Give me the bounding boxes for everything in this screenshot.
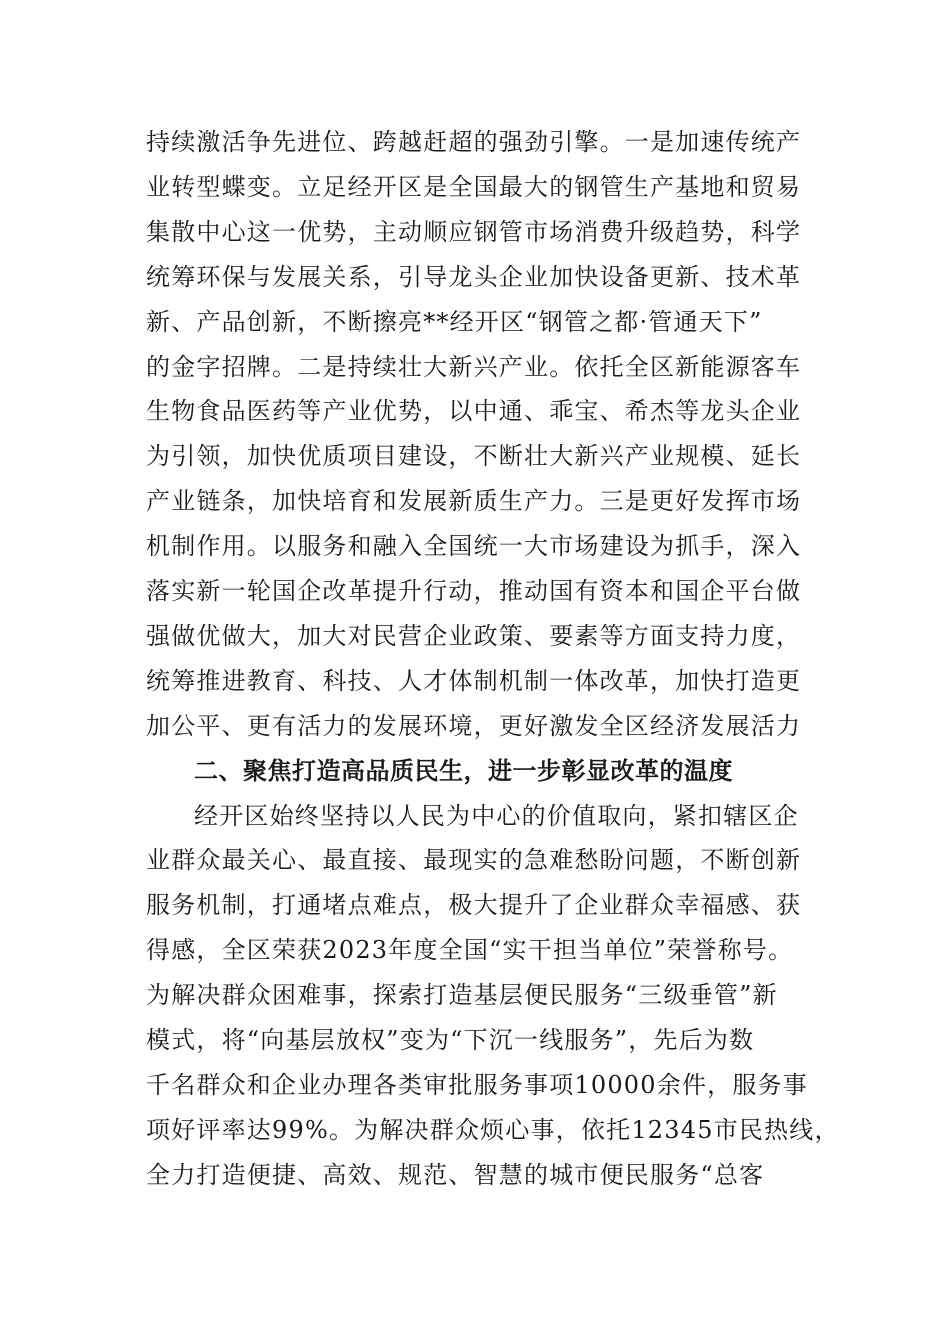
paragraph-line: 新、产品创新，不断擦亮**经开区“钢管之都·管通天下”: [146, 307, 763, 336]
paragraph-line: 项好评率达99%。为解决群众烦心事，依托12345市民热线，: [146, 1115, 840, 1144]
paragraph-line: 得感，全区荣获2023年度全国“实干担当单位”荣誉称号。: [146, 936, 794, 965]
paragraph-line: 经开区始终坚持以人民为中心的价值取向，紧扣辖区企: [194, 801, 799, 830]
paragraph-line: 机制作用。以服务和融入全国统一大市场建设为抓手，深入: [146, 532, 802, 561]
paragraph-line: 千名群众和企业办理各类审批服务事项10000余件，服务事: [146, 1070, 808, 1099]
section-heading: 二、聚焦打造高品质民生，进一步彰显改革的温度: [194, 756, 733, 785]
paragraph-line: 统筹环保与发展关系，引导龙头企业加快设备更新、技术革: [146, 262, 802, 291]
paragraph-line: 加公平、更有活力的发展环境，更好激发全区经济发展活力: [146, 711, 802, 740]
paragraph-line: 统筹推进教育、科技、人才体制机制一体改革，加快打造更: [146, 666, 802, 695]
document-body: [146, 120, 840, 1200]
paragraph-line: 模式，将“向基层放权”变为“下沉一线服务”，先后为数: [146, 1026, 755, 1054]
paragraph-line: 的金字招牌。二是持续壮大新兴产业。依托全区新能源客车: [146, 352, 802, 381]
paragraph-line: 为解决群众困难事，探索打造基层便民服务“三级垂管”新: [146, 981, 778, 1010]
paragraph-line: 集散中心这一优势，主动顺应钢管市场消费升级趋势，科学: [146, 217, 802, 246]
paragraph-line: 落实新一轮国企改革提升行动，推动国有资本和国企平台做: [146, 577, 802, 605]
paragraph-line: 产业链条，加快培育和发展新质生产力。三是更好发挥市场: [146, 487, 802, 516]
paragraph-line: 生物食品医药等产业优势，以中通、乖宝、希杰等龙头企业: [146, 397, 802, 426]
paragraph-line: 服务机制，打通堵点难点，极大提升了企业群众幸福感、获: [146, 891, 802, 920]
paragraph-line: 全力打造便捷、高效、规范、智慧的城市便民服务“总客: [146, 1160, 765, 1189]
paragraph-line: 业转型蝶变。立足经开区是全国最大的钢管生产基地和贸易: [146, 172, 802, 201]
paragraph-line: 持续激活争先进位、跨越赶超的强劲引擎。一是加速传统产: [146, 128, 802, 156]
paragraph-line: 业群众最关心、最直接、最现实的急难愁盼问题，不断创新: [146, 846, 802, 875]
paragraph-line: 强做优做大，加大对民营企业政策、要素等方面支持力度，: [146, 621, 802, 650]
paragraph-line: 为引领，加快优质项目建设，不断壮大新兴产业规模、延长: [146, 442, 802, 471]
